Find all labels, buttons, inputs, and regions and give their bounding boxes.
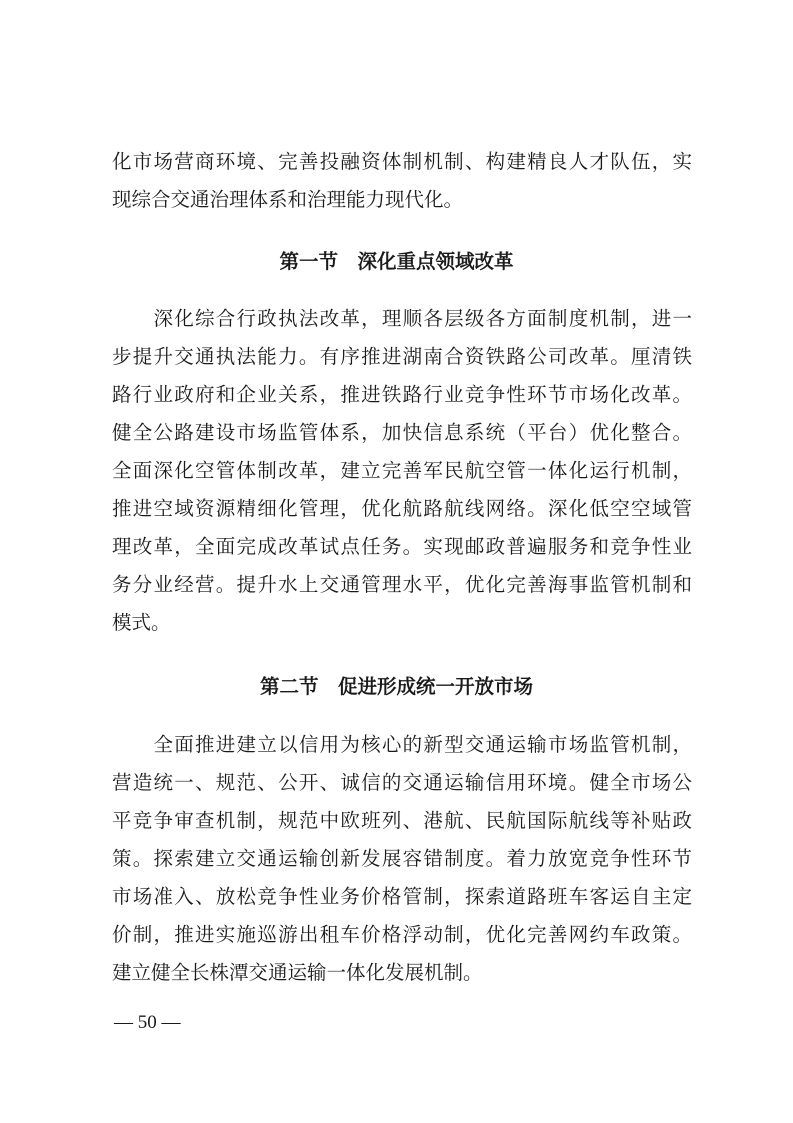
page-number: — 50 — <box>114 1012 181 1033</box>
paragraph-line: 全面推进建立以信用为核心的新型交通运输市场监管机制， <box>112 733 692 756</box>
paragraph-line: 模式。 <box>112 611 171 634</box>
paragraph-line: 深化综合行政执法改革，理顺各层级各方面制度机制，进一 <box>112 307 692 330</box>
paragraph-line: 步提升交通执法能力。有序推进湖南合资铁路公司改革。厘清铁 <box>112 345 692 368</box>
paragraph-line: 推进空域资源精细化管理，优化航路航线网络。深化低空空域管 <box>112 497 692 520</box>
section-heading: 第一节 深化重点领域改革 <box>279 250 514 273</box>
paragraph-line: 策。探索建立交通运输创新发展容错制度。着力放宽竞争性环节 <box>112 847 692 870</box>
paragraph-line: 理改革，全面完成改革试点任务。实现邮政普遍服务和竞争性业 <box>112 535 692 558</box>
paragraph-line: 平竞争审查机制，规范中欧班列、港航、民航国际航线等补贴政 <box>112 809 692 832</box>
paragraph-line: 化市场营商环境、完善投融资体制机制、构建精良人才队伍，实 <box>112 150 692 173</box>
paragraph-line: 建立健全长株潭交通运输一体化发展机制。 <box>112 961 483 984</box>
paragraph-line: 务分业经营。提升水上交通管理水平，优化完善海事监管机制和 <box>112 573 692 596</box>
paragraph-line: 市场准入、放松竞争性业务价格管制，探索道路班车客运自主定 <box>112 885 692 908</box>
paragraph-line: 现综合交通治理体系和治理能力现代化。 <box>112 188 464 211</box>
paragraph-line: 路行业政府和企业关系，推进铁路行业竞争性环节市场化改革。 <box>112 383 692 406</box>
paragraph-line: 全面深化空管体制改革，建立完善军民航空管一体化运行机制， <box>112 459 692 482</box>
paragraph-line: 营造统一、规范、公开、诚信的交通运输信用环境。健全市场公 <box>112 771 692 794</box>
paragraph-line: 价制，推进实施巡游出租车价格浮动制，优化完善网约车政策。 <box>112 923 692 946</box>
paragraph-line: 健全公路建设市场监管体系，加快信息系统（平台）优化整合。 <box>112 421 692 444</box>
section-heading: 第二节 促进形成统一开放市场 <box>259 675 533 698</box>
